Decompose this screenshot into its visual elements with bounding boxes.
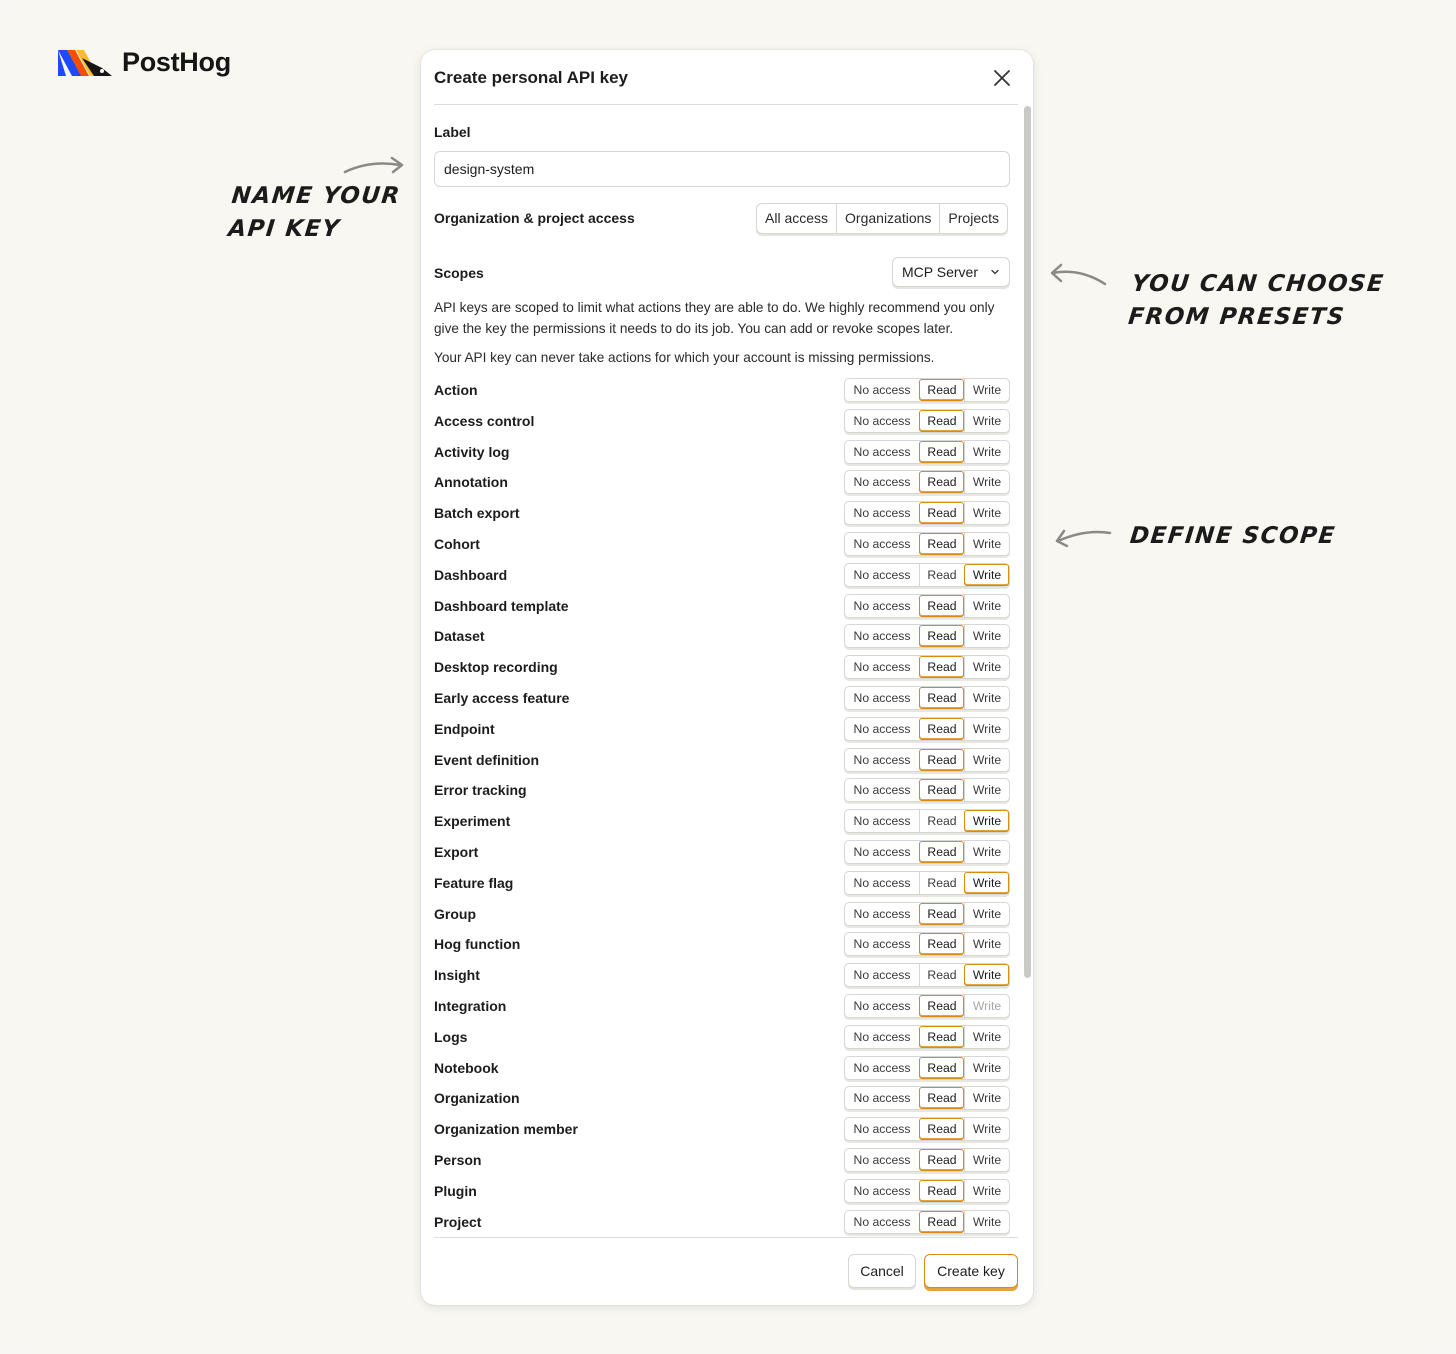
scope-option-read[interactable]: Read (919, 1211, 964, 1233)
scope-name: Organization member (434, 1121, 578, 1138)
scope-option-write[interactable]: Write (964, 1149, 1009, 1171)
scope-row (434, 1055, 1010, 1086)
scope-option-write[interactable]: Write (964, 903, 1009, 925)
scope-row (434, 654, 1010, 685)
scope-option-no-access[interactable]: No access (853, 906, 911, 921)
scope-row (434, 1178, 1010, 1209)
scope-option-read[interactable]: Read (919, 1118, 964, 1140)
scope-name: Logs (434, 1028, 468, 1045)
scope-option-write[interactable]: Write (964, 749, 1009, 771)
scope-option-no-access[interactable]: No access (853, 721, 911, 736)
scope-option-read[interactable]: Read (919, 964, 964, 986)
scope-name: Feature flag (434, 874, 514, 891)
scope-option-no-access[interactable]: No access (853, 413, 911, 428)
scope-option-no-access[interactable]: No access (853, 536, 911, 551)
scope-access-control (844, 501, 1010, 525)
scope-name: Dataset (434, 628, 485, 645)
scope-name: Plugin (434, 1182, 477, 1199)
scope-row (434, 377, 1010, 408)
scope-option-write[interactable]: Write (964, 841, 1009, 863)
scope-row (434, 1209, 1010, 1240)
scopes-label: Scopes (434, 265, 484, 281)
annotation-name-your-key (227, 180, 403, 246)
scope-option-no-access[interactable]: No access (853, 383, 911, 397)
scope-option-write[interactable]: Write (964, 595, 1009, 617)
scope-preset-select[interactable] (892, 257, 1010, 287)
scope-option-read[interactable]: Read (919, 471, 964, 493)
scope-row (434, 469, 1010, 500)
scope-access-control (844, 809, 1010, 833)
scope-name: Person (434, 1151, 482, 1168)
scope-option-read[interactable]: Read (919, 872, 964, 894)
scope-option-no-access[interactable]: No access (853, 475, 911, 490)
scope-option-no-access[interactable]: No access (853, 998, 911, 1013)
scope-name: Project (434, 1213, 482, 1230)
access-option-organizations[interactable]: Organizations (836, 204, 939, 233)
scope-option-write[interactable]: Write (964, 441, 1009, 463)
access-label: Organization & project access (434, 210, 635, 226)
scope-access-control (844, 655, 1010, 679)
scope-access-control (844, 840, 1010, 864)
scope-option-no-access[interactable]: No access (853, 660, 911, 675)
scope-option-write[interactable]: Write (964, 379, 1009, 401)
scope-name: Dashboard (434, 566, 508, 583)
scope-option-no-access[interactable]: No access (853, 1029, 911, 1044)
scope-option-no-access[interactable]: No access (853, 1214, 911, 1229)
scope-name: Insight (434, 967, 480, 984)
scope-option-read[interactable]: Read (919, 1180, 964, 1202)
scope-row (434, 777, 1010, 808)
scope-option-read[interactable]: Read (919, 656, 964, 678)
annotation-line: API KEY (226, 216, 342, 242)
scope-access-control (844, 1056, 1010, 1080)
scope-option-write[interactable]: Write (964, 933, 1009, 955)
scope-option-read[interactable]: Read (919, 810, 964, 832)
scope-option-no-access[interactable]: No access (853, 875, 911, 890)
scope-option-write[interactable]: Write (964, 1211, 1009, 1233)
scope-access-control (844, 717, 1010, 741)
scope-option-read[interactable]: Read (919, 995, 964, 1017)
scope-option-no-access[interactable]: No access (853, 690, 911, 705)
scope-access-control (844, 1179, 1010, 1203)
scope-access-control (844, 932, 1010, 956)
arrow-icon (1050, 523, 1116, 549)
scope-option-read[interactable]: Read (919, 1057, 964, 1079)
scope-row (434, 531, 1010, 562)
annotation-presets (1127, 268, 1386, 334)
scope-option-no-access[interactable]: No access (853, 1183, 911, 1198)
scope-option-write[interactable]: Write (964, 718, 1009, 740)
scope-access-control (844, 1025, 1010, 1049)
arrow-icon (340, 152, 410, 178)
access-option-projects[interactable]: Projects (939, 204, 1007, 233)
scope-option-no-access[interactable]: No access (853, 1091, 911, 1106)
create-api-key-modal (421, 50, 1033, 1305)
scope-access-control (844, 409, 1010, 433)
scope-row (434, 408, 1010, 439)
scope-row (434, 1085, 1010, 1116)
scope-access-control (844, 748, 1010, 772)
scope-row (434, 870, 1010, 901)
scope-name: Early access feature (434, 689, 570, 706)
annotation-line: NAME YOUR (230, 183, 403, 209)
label-field-label: Label (434, 124, 471, 140)
access-option-all[interactable]: All access (765, 210, 829, 226)
scope-option-write[interactable]: Write (964, 656, 1009, 678)
scope-row (434, 747, 1010, 778)
scope-option-write[interactable]: Write (964, 1118, 1009, 1140)
scope-access-control (844, 1117, 1010, 1141)
scope-option-read[interactable]: Read (919, 410, 964, 432)
scope-option-write[interactable]: Write (964, 872, 1009, 894)
scope-name: Experiment (434, 813, 511, 830)
scope-access-control (844, 532, 1010, 556)
scope-list (434, 377, 1010, 1239)
scope-row (434, 500, 1010, 531)
scope-option-read[interactable]: Read (919, 718, 964, 740)
scrollbar-thumb[interactable] (1024, 106, 1031, 978)
scope-option-write[interactable]: Write (964, 687, 1009, 709)
scope-option-no-access[interactable]: No access (853, 1152, 911, 1167)
modal-title: Create personal API key (434, 68, 629, 87)
scope-option-no-access[interactable]: No access (853, 598, 911, 613)
scope-name: Batch export (434, 505, 520, 522)
scope-option-read[interactable]: Read (919, 1149, 964, 1171)
scope-option-read[interactable]: Read (919, 749, 964, 771)
scope-option-read[interactable]: Read (919, 564, 964, 586)
scope-option-write[interactable]: Write (964, 1180, 1009, 1202)
scope-name: Integration (434, 997, 507, 1014)
label-input[interactable] (434, 151, 1010, 187)
scope-option-read[interactable]: Read (919, 379, 964, 401)
posthog-logo (58, 46, 231, 78)
scope-access-control (844, 902, 1010, 926)
preset-value: MCP Server (902, 264, 978, 280)
scope-row (434, 685, 1010, 716)
scope-row (434, 439, 1010, 470)
scope-access-control (844, 563, 1010, 587)
scope-name: Access control (434, 412, 535, 429)
scope-row (434, 562, 1010, 593)
scope-option-read[interactable]: Read (919, 933, 964, 955)
scope-access-control (844, 594, 1010, 618)
scope-option-read[interactable]: Read (919, 533, 964, 555)
scope-row (434, 623, 1010, 654)
scope-option-write[interactable]: Write (964, 1087, 1009, 1109)
scope-option-write[interactable]: Write (964, 625, 1009, 647)
close-icon[interactable] (992, 68, 1012, 88)
scope-name: Cohort (434, 535, 480, 552)
scope-option-write[interactable]: Write (964, 533, 1009, 555)
scope-name: Error tracking (434, 782, 527, 799)
scope-option-write[interactable]: Write (964, 779, 1009, 801)
scope-access-control (844, 1086, 1010, 1110)
scope-row (434, 1116, 1010, 1147)
scope-access-control (844, 378, 1010, 402)
scope-option-write[interactable]: Write (964, 564, 1009, 586)
scope-option-write[interactable]: Write (964, 1026, 1009, 1048)
scope-option-no-access[interactable]: No access (853, 814, 911, 829)
annotation-line: YOU CAN CHOOSE (1130, 271, 1386, 297)
scope-option-no-access[interactable]: No access (853, 752, 911, 767)
scope-option-read[interactable]: Read (919, 1026, 964, 1048)
scope-option-no-access[interactable]: No access (853, 937, 911, 952)
scope-option-no-access[interactable]: No access (853, 1122, 911, 1137)
scope-option-write[interactable]: Write (964, 810, 1009, 832)
scope-access-control (844, 440, 1010, 464)
scope-option-write[interactable]: Write (964, 995, 1009, 1017)
scope-row (434, 839, 1010, 870)
scope-option-read[interactable]: Read (919, 687, 964, 709)
scope-option-read[interactable]: Read (919, 779, 964, 801)
annotation-line: FROM PRESETS (1126, 304, 1347, 330)
scope-row (434, 901, 1010, 932)
scope-access-control (844, 778, 1010, 802)
scope-option-write[interactable]: Write (964, 964, 1009, 986)
scope-name: Notebook (434, 1059, 499, 1076)
scope-row (434, 808, 1010, 839)
scope-name: Event definition (434, 751, 539, 768)
scope-option-write[interactable]: Write (964, 471, 1009, 493)
scope-name: Activity log (434, 443, 510, 460)
scope-access-control (844, 1210, 1010, 1234)
scope-option-read[interactable]: Read (919, 441, 964, 463)
arrow-icon (1045, 260, 1111, 290)
scope-option-write[interactable]: Write (964, 410, 1009, 432)
scope-option-read[interactable]: Read (919, 841, 964, 863)
scope-access-control (844, 963, 1010, 987)
scope-option-write[interactable]: Write (964, 1057, 1009, 1079)
annotation-line: DEFINE SCOPE (1128, 523, 1338, 549)
scope-row (434, 931, 1010, 962)
scope-option-no-access[interactable]: No access (853, 1060, 911, 1075)
scope-access-control (844, 624, 1010, 648)
scope-row (434, 1024, 1010, 1055)
scope-option-read[interactable]: Read (919, 903, 964, 925)
scope-name: Desktop recording (434, 659, 558, 676)
scope-option-no-access[interactable]: No access (853, 506, 911, 521)
scope-option-no-access[interactable]: No access (853, 629, 911, 644)
scope-option-read[interactable]: Read (919, 1087, 964, 1109)
brand-name: PostHog (122, 46, 231, 77)
footer-divider (434, 1237, 1018, 1238)
scope-option-read[interactable]: Read (919, 502, 964, 524)
scope-access-control (844, 994, 1010, 1018)
scope-name: Annotation (434, 474, 508, 491)
scope-option-no-access[interactable]: No access (853, 968, 911, 983)
scope-row (434, 716, 1010, 747)
scope-name: Dashboard template (434, 597, 569, 614)
scope-option-no-access[interactable]: No access (853, 567, 911, 582)
scope-option-write[interactable]: Write (964, 502, 1009, 524)
scope-row (434, 993, 1010, 1024)
scope-name: Hog function (434, 936, 521, 953)
scope-option-no-access[interactable]: No access (853, 844, 911, 859)
scope-row (434, 962, 1010, 993)
scope-name: Group (434, 905, 476, 922)
scope-name: Action (434, 382, 478, 398)
scope-name: Organization (434, 1090, 520, 1107)
scope-option-no-access[interactable]: No access (853, 444, 911, 459)
chevron-down-icon (990, 267, 1000, 277)
create-key-button[interactable]: Create key (924, 1254, 1018, 1288)
scope-row (434, 1147, 1010, 1178)
scope-access-control (844, 1148, 1010, 1172)
scope-access-control (844, 470, 1010, 494)
scope-name: Export (434, 843, 479, 860)
scopes-description: API keys are scoped to limit what actions they are able to do. We highly recommend you only give the key the permissions it needs to do its job. You can add or revoke scopes later. (434, 300, 995, 336)
scope-access-control (844, 686, 1010, 710)
scopes-permission-note: Your API key can never take actions for which your account is missing permissions. (434, 350, 935, 365)
scope-access-control (844, 871, 1010, 895)
cancel-button[interactable]: Cancel (848, 1254, 916, 1288)
scope-row (434, 593, 1010, 624)
annotation-define-scope (1128, 520, 1337, 553)
scope-option-read[interactable]: Read (919, 625, 964, 647)
posthog-logo-icon (58, 46, 112, 78)
access-segmented-control (756, 203, 1008, 234)
scope-option-no-access[interactable]: No access (853, 783, 911, 798)
scope-option-read[interactable]: Read (919, 595, 964, 617)
scope-name: Endpoint (434, 720, 495, 737)
modal-header (434, 50, 1018, 105)
